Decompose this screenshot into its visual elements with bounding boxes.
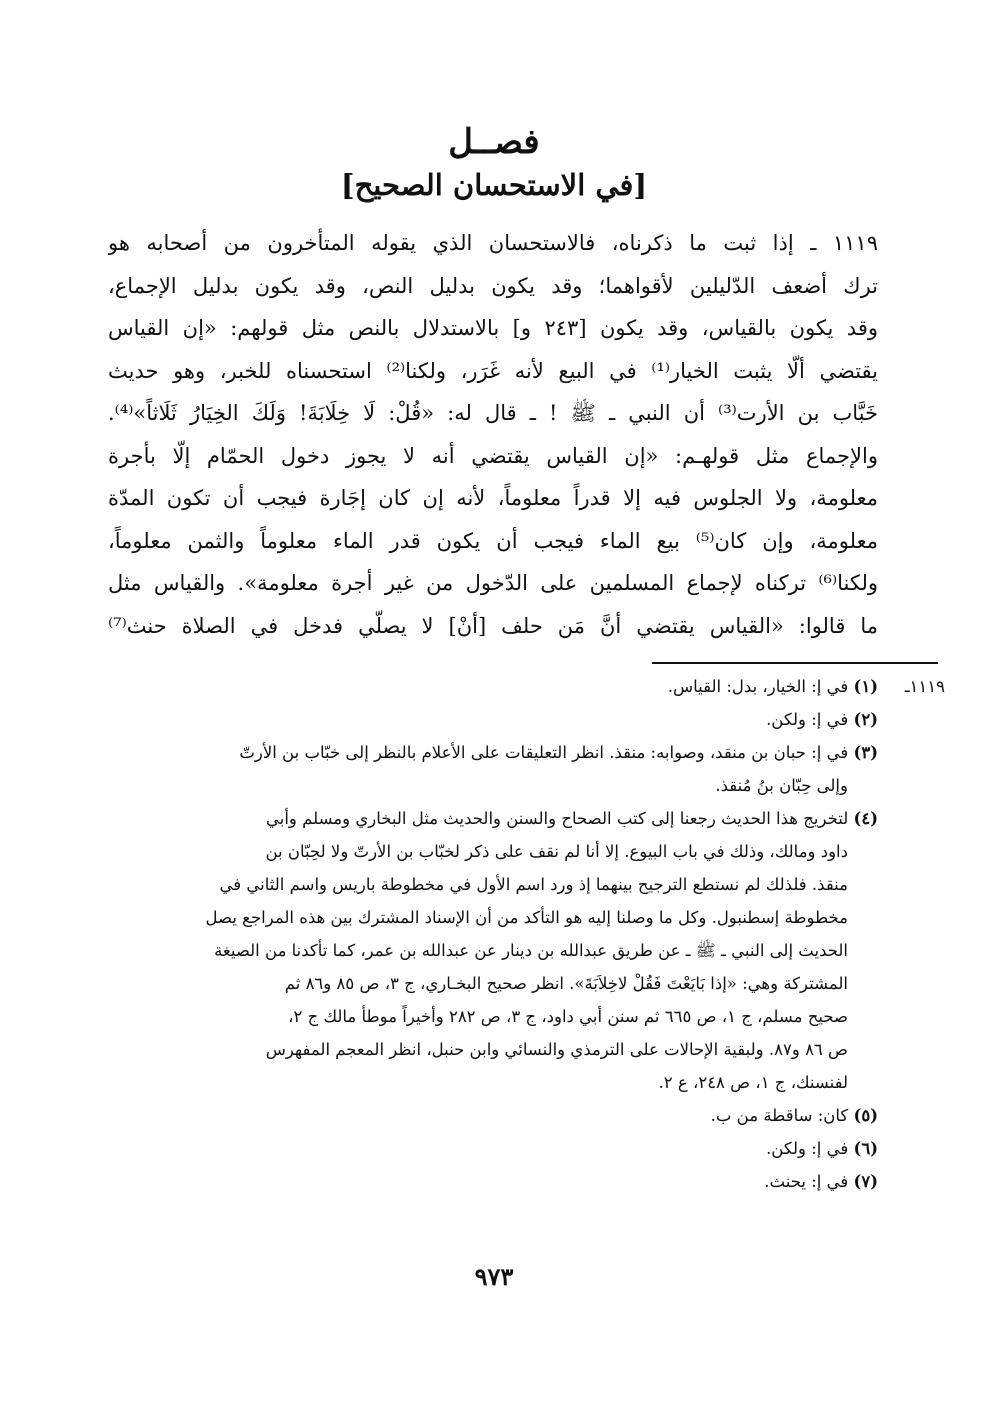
footnote-text: في إ: حبان بن منقد، وصوابه: منقذ. انظر التعليقات على الأعلام بالنظر إلى خبّاب بن الأرتّ [239,743,849,762]
footnote-number: (٣) [853,743,878,762]
footnote-3 [108,736,878,802]
footnote-text: كان: ساقطة من ب. [710,1106,849,1125]
body-line: معلومة، ولا الجلوس فيه إلا قدراً معلوماً، لأنه إن كان إجَارة فيجب أن تكون المدّة [108,486,878,510]
section-title: فصــل [448,122,540,162]
footnote-line: منقذ. فلذلك لم نستطع الترجيح بينهما إذ ورد اسم الأول في مخطوطة باريس واسم الثاني في [219,875,848,894]
footnote-text: لتخريج هذا الحديث رجعنا إلى كتب الصحاح والسنن والحديث مثل البخاري ومسلم وأبي [266,809,849,828]
footnote-line: لفنسنك، ج ١، ص ٢٤٨، ع ٢. [658,1073,848,1092]
footnote-line [108,1132,878,1165]
footnote-line: وإلى حِبّان بنُ مُنقذ. [715,776,848,795]
body-line: وقد يكون بالقياس، وقد يكون [٢٤٣ و] بالاستدلال بالنص مثل قولهم: «إن القياس [108,316,878,340]
footnote-5 [108,1099,878,1132]
body-line: ١١١٩ ـ إذا ثبت ما ذكرناه، فالاستحسان الذي يقوله المتأخرون من أصحابه هو [108,231,878,255]
footnote-number: (٤) [853,809,878,828]
footnote-text: في إ: ولكن. [766,710,849,729]
footnote-text: في إ: ولكن. [766,1139,849,1158]
footnote-line [108,802,878,835]
footnote-line [108,703,878,736]
footnote-line [108,1165,878,1198]
footnote-divider [652,662,938,664]
body-line: ترك أضعف الدّليلين لأقواهما؛ وقد يكون بدليل النص، وقد يكون بدليل الإجماع، [108,273,878,298]
body-line: ما قالوا: «القياس يقتضي أنَّ مَن حلف [أنْ] لا يصلّي فدخل في الصلاة حنث⁽⁷⁾ [108,613,878,638]
footnote-number: (١) [853,677,878,696]
footnote-line: المشتركة وهي: «إذا بَايَعْتَ فَقُلْ لاخِلاَبَةَ». انظر صحيح البخـاري، ج ٣، ص ٨٥ و٨٦ ثم [284,974,848,993]
body-line: معلومة، وإن كان⁽⁵⁾ بيع الماء فيجب أن يكون قدر الماء معلوماً والثمن معلوماً، [108,528,878,553]
footnote-1 [108,670,878,703]
footnote-line: مخطوطة إسطنبول. وكل ما وصلنا إليه هو التأكد من أن الإسناد المشترك بين هذه المراجع يصل [205,908,848,927]
footnote-line: ص ٨٦ و٨٧. ولبقية الإحالات على الترمذي والنسائي وابن حنبل، انظر المعجم المفهرس [265,1040,848,1059]
page-number: ٩٧٣ [474,1262,514,1291]
footnote-line: صحيح مسلم، ج ١، ص ٦٦٥ ثم سنن أبي داود، ج ٣، ص ٢٨٢ وأخيراً موطأ مالك ج ٢، [288,1007,848,1026]
body-line: يقتضي ألّا يثبت الخيار⁽¹⁾ في البيع لأنه غَرَر، ولكنا⁽²⁾ استحسناه للخبر، وهو حديث [108,358,878,383]
body-line: ولكنا⁽⁶⁾ تركناه لإجماع المسلمين على الدّخول من غير أجرة معلومة». والقياس مثل [108,571,878,595]
footnote-number: (٢) [853,710,878,729]
footnote-7 [108,1165,878,1198]
footnote-paragraph-label: ١١١٩ـ [904,677,945,696]
footnote-line [108,1099,878,1132]
footnote-2 [108,703,878,736]
section-subtitle: [في الاستحسان الصحيح] [340,168,648,202]
footnote-line: داود ومالك، وذلك في باب البيوع. إلا أنا لم نقف على ذكر لخبّاب بن الأرتّ ولا لحِبّان بن [265,842,848,861]
footnote-text: في إ: الخيار، بدل: القياس. [667,677,849,696]
footnote-number: (٥) [853,1106,878,1125]
footnote-number: (٦) [853,1139,878,1158]
footnote-6 [108,1132,878,1165]
footnote-line [108,670,878,703]
footnote-4 [108,802,878,1099]
footnote-line: الحديث إلى النبي ـ ﷺ ـ عن طريق عبدالله بن دينار عن عبدالله بن عمر، كما تأكدنا من الصيغة [214,941,848,960]
main-text [108,222,878,647]
footnote-line [108,736,878,769]
footnote-text: في إ: يحنث. [764,1172,849,1191]
footnotes [108,670,878,1198]
body-line: خَبَّاب بن الأرت⁽³⁾ أن النبي ـ ﷺ ! ـ قال له: «قُلْ: لَا خِلَابَةَ! وَلَكَ الخِيَارُ ثَلَاثاً»⁽⁴⁾. [108,401,878,425]
footnote-number: (٧) [853,1172,878,1191]
body-line: والإجماع مثل قولهـم: «إن القياس يقتضي أنه لا يجوز دخول الحمّام إلّا بأجرة [108,443,878,468]
